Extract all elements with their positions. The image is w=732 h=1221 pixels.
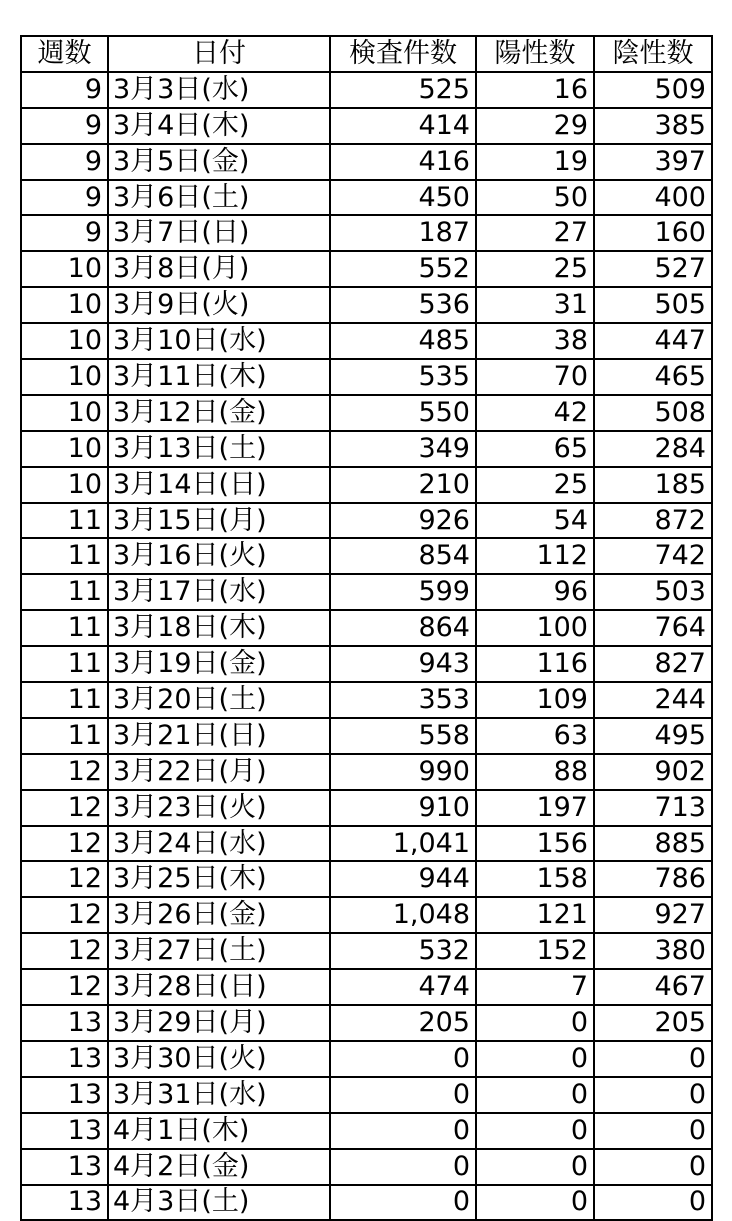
- tests-cell[interactable]: 349: [330, 431, 476, 467]
- negative-cell[interactable]: 764: [594, 610, 712, 646]
- positive-cell[interactable]: 16: [476, 72, 594, 108]
- week-cell[interactable]: 11: [21, 610, 108, 646]
- tests-cell[interactable]: 599: [330, 574, 476, 610]
- week-cell[interactable]: 11: [21, 503, 108, 539]
- date-cell[interactable]: 4月2日(金): [108, 1149, 330, 1185]
- negative-cell[interactable]: 284: [594, 431, 712, 467]
- positive-cell[interactable]: 121: [476, 897, 594, 933]
- positive-cell[interactable]: 27: [476, 215, 594, 251]
- tests-cell[interactable]: 416: [330, 144, 476, 180]
- header-week[interactable]: 週数: [21, 36, 108, 72]
- date-cell[interactable]: 3月17日(水): [108, 574, 330, 610]
- week-cell[interactable]: 9: [21, 108, 108, 144]
- tests-cell[interactable]: 926: [330, 503, 476, 539]
- week-cell[interactable]: 10: [21, 395, 108, 431]
- tests-cell[interactable]: 864: [330, 610, 476, 646]
- negative-cell[interactable]: 205: [594, 1005, 712, 1041]
- date-cell[interactable]: 3月6日(土): [108, 180, 330, 216]
- week-cell[interactable]: 12: [21, 969, 108, 1005]
- date-cell[interactable]: 3月4日(木): [108, 108, 330, 144]
- negative-cell[interactable]: 0: [594, 1149, 712, 1185]
- table-row: [21, 1149, 712, 1185]
- tests-cell[interactable]: 0: [330, 1149, 476, 1185]
- header-negative[interactable]: 陰性数: [594, 36, 712, 72]
- week-cell[interactable]: 12: [21, 826, 108, 862]
- tests-cell[interactable]: 854: [330, 538, 476, 574]
- date-cell[interactable]: 3月11日(木): [108, 359, 330, 395]
- date-cell[interactable]: 3月27日(土): [108, 933, 330, 969]
- tests-cell[interactable]: 558: [330, 718, 476, 754]
- tests-cell[interactable]: 550: [330, 395, 476, 431]
- positive-cell[interactable]: 42: [476, 395, 594, 431]
- table-row: [21, 682, 712, 718]
- negative-cell[interactable]: 503: [594, 574, 712, 610]
- week-cell[interactable]: 9: [21, 144, 108, 180]
- positive-cell[interactable]: 0: [476, 1077, 594, 1113]
- tests-cell[interactable]: 0: [330, 1041, 476, 1077]
- positive-cell[interactable]: 112: [476, 538, 594, 574]
- test-results-table: [20, 35, 713, 1221]
- negative-cell[interactable]: 505: [594, 287, 712, 323]
- table-row: [21, 754, 712, 790]
- week-cell[interactable]: 10: [21, 359, 108, 395]
- tests-cell[interactable]: 1,041: [330, 826, 476, 862]
- date-cell[interactable]: 3月9日(火): [108, 287, 330, 323]
- positive-cell[interactable]: 88: [476, 754, 594, 790]
- table-row: [21, 1005, 712, 1041]
- positive-cell[interactable]: 63: [476, 718, 594, 754]
- week-cell[interactable]: 11: [21, 574, 108, 610]
- week-cell[interactable]: 12: [21, 933, 108, 969]
- tests-cell[interactable]: 474: [330, 969, 476, 1005]
- tests-cell[interactable]: 525: [330, 72, 476, 108]
- tests-cell[interactable]: 532: [330, 933, 476, 969]
- table-row: [21, 969, 712, 1005]
- week-cell[interactable]: 13: [21, 1005, 108, 1041]
- table-row: [21, 215, 712, 251]
- positive-cell[interactable]: 100: [476, 610, 594, 646]
- date-cell[interactable]: 3月20日(土): [108, 682, 330, 718]
- positive-cell[interactable]: 96: [476, 574, 594, 610]
- tests-cell[interactable]: 944: [330, 861, 476, 897]
- negative-cell[interactable]: 927: [594, 897, 712, 933]
- negative-cell[interactable]: 786: [594, 861, 712, 897]
- week-cell[interactable]: 13: [21, 1113, 108, 1149]
- tests-cell[interactable]: 0: [330, 1185, 476, 1221]
- negative-cell[interactable]: 185: [594, 467, 712, 503]
- date-cell[interactable]: 3月28日(日): [108, 969, 330, 1005]
- date-cell[interactable]: 3月29日(月): [108, 1005, 330, 1041]
- date-cell[interactable]: 3月22日(月): [108, 754, 330, 790]
- table-row: [21, 826, 712, 862]
- table-row: [21, 1041, 712, 1077]
- tests-cell[interactable]: 205: [330, 1005, 476, 1041]
- negative-cell[interactable]: 872: [594, 503, 712, 539]
- date-cell[interactable]: 3月30日(火): [108, 1041, 330, 1077]
- week-cell[interactable]: 12: [21, 754, 108, 790]
- week-cell[interactable]: 12: [21, 790, 108, 826]
- table-body: [21, 72, 712, 1221]
- table-row: [21, 1113, 712, 1149]
- positive-cell[interactable]: 25: [476, 251, 594, 287]
- negative-cell[interactable]: 509: [594, 72, 712, 108]
- table-row: [21, 646, 712, 682]
- date-cell[interactable]: 3月24日(水): [108, 826, 330, 862]
- table-row: [21, 1185, 712, 1221]
- table-header: [21, 36, 712, 72]
- table-row: [21, 431, 712, 467]
- date-cell[interactable]: 3月18日(木): [108, 610, 330, 646]
- date-cell[interactable]: 3月25日(木): [108, 861, 330, 897]
- positive-cell[interactable]: 152: [476, 933, 594, 969]
- header-date[interactable]: 日付: [108, 36, 330, 72]
- date-cell[interactable]: 3月10日(水): [108, 323, 330, 359]
- positive-cell[interactable]: 0: [476, 1041, 594, 1077]
- date-cell[interactable]: 3月21日(日): [108, 718, 330, 754]
- positive-cell[interactable]: 25: [476, 467, 594, 503]
- negative-cell[interactable]: 713: [594, 790, 712, 826]
- tests-cell[interactable]: 910: [330, 790, 476, 826]
- negative-cell[interactable]: 380: [594, 933, 712, 969]
- negative-cell[interactable]: 397: [594, 144, 712, 180]
- date-cell[interactable]: 3月26日(金): [108, 897, 330, 933]
- positive-cell[interactable]: 7: [476, 969, 594, 1005]
- table-row: [21, 574, 712, 610]
- date-cell[interactable]: 3月8日(月): [108, 251, 330, 287]
- week-cell[interactable]: 11: [21, 538, 108, 574]
- tests-cell[interactable]: 535: [330, 359, 476, 395]
- table-row: [21, 287, 712, 323]
- positive-cell[interactable]: 19: [476, 144, 594, 180]
- tests-cell[interactable]: 414: [330, 108, 476, 144]
- tests-cell[interactable]: 943: [330, 646, 476, 682]
- negative-cell[interactable]: 160: [594, 215, 712, 251]
- negative-cell[interactable]: 0: [594, 1113, 712, 1149]
- negative-cell[interactable]: 385: [594, 108, 712, 144]
- header-tests[interactable]: 検査件数: [330, 36, 476, 72]
- date-cell[interactable]: 3月7日(日): [108, 215, 330, 251]
- tests-cell[interactable]: 990: [330, 754, 476, 790]
- date-cell[interactable]: 3月15日(月): [108, 503, 330, 539]
- header-positive[interactable]: 陽性数: [476, 36, 594, 72]
- tests-cell[interactable]: 450: [330, 180, 476, 216]
- negative-cell[interactable]: 447: [594, 323, 712, 359]
- week-cell[interactable]: 13: [21, 1185, 108, 1221]
- table-row: [21, 323, 712, 359]
- tests-cell[interactable]: 0: [330, 1077, 476, 1113]
- negative-cell[interactable]: 508: [594, 395, 712, 431]
- date-cell[interactable]: 3月31日(水): [108, 1077, 330, 1113]
- positive-cell[interactable]: 0: [476, 1149, 594, 1185]
- table-row: [21, 897, 712, 933]
- negative-cell[interactable]: 400: [594, 180, 712, 216]
- positive-cell[interactable]: 65: [476, 431, 594, 467]
- date-cell[interactable]: 4月3日(土): [108, 1185, 330, 1221]
- date-cell[interactable]: 3月14日(日): [108, 467, 330, 503]
- week-cell[interactable]: 9: [21, 72, 108, 108]
- tests-cell[interactable]: 353: [330, 682, 476, 718]
- tests-cell[interactable]: 210: [330, 467, 476, 503]
- positive-cell[interactable]: 54: [476, 503, 594, 539]
- negative-cell[interactable]: 465: [594, 359, 712, 395]
- week-cell[interactable]: 13: [21, 1077, 108, 1113]
- table-row: [21, 610, 712, 646]
- week-cell[interactable]: 10: [21, 431, 108, 467]
- positive-cell[interactable]: 197: [476, 790, 594, 826]
- tests-cell[interactable]: 187: [330, 215, 476, 251]
- table-row: [21, 538, 712, 574]
- positive-cell[interactable]: 116: [476, 646, 594, 682]
- date-cell[interactable]: 3月23日(火): [108, 790, 330, 826]
- week-cell[interactable]: 10: [21, 287, 108, 323]
- negative-cell[interactable]: 467: [594, 969, 712, 1005]
- negative-cell[interactable]: 742: [594, 538, 712, 574]
- table-row: [21, 359, 712, 395]
- table-row: [21, 72, 712, 108]
- tests-cell[interactable]: 485: [330, 323, 476, 359]
- date-cell[interactable]: 3月12日(金): [108, 395, 330, 431]
- table-row: [21, 861, 712, 897]
- positive-cell[interactable]: 109: [476, 682, 594, 718]
- positive-cell[interactable]: 0: [476, 1005, 594, 1041]
- date-cell[interactable]: 3月16日(火): [108, 538, 330, 574]
- header-row: [21, 36, 712, 72]
- table-row: [21, 718, 712, 754]
- week-cell[interactable]: 13: [21, 1041, 108, 1077]
- date-cell[interactable]: 3月3日(水): [108, 72, 330, 108]
- positive-cell[interactable]: 70: [476, 359, 594, 395]
- week-cell[interactable]: 12: [21, 861, 108, 897]
- positive-cell[interactable]: 38: [476, 323, 594, 359]
- table-row: [21, 790, 712, 826]
- negative-cell[interactable]: 902: [594, 754, 712, 790]
- week-cell[interactable]: 11: [21, 646, 108, 682]
- date-cell[interactable]: 3月5日(金): [108, 144, 330, 180]
- table-row: [21, 144, 712, 180]
- negative-cell[interactable]: 527: [594, 251, 712, 287]
- table-row: [21, 503, 712, 539]
- date-cell[interactable]: 3月13日(土): [108, 431, 330, 467]
- negative-cell[interactable]: 827: [594, 646, 712, 682]
- week-cell[interactable]: 10: [21, 467, 108, 503]
- negative-cell[interactable]: 495: [594, 718, 712, 754]
- positive-cell[interactable]: 0: [476, 1113, 594, 1149]
- tests-cell[interactable]: 1,048: [330, 897, 476, 933]
- positive-cell[interactable]: 156: [476, 826, 594, 862]
- week-cell[interactable]: 11: [21, 682, 108, 718]
- positive-cell[interactable]: 31: [476, 287, 594, 323]
- positive-cell[interactable]: 29: [476, 108, 594, 144]
- negative-cell[interactable]: 244: [594, 682, 712, 718]
- week-cell[interactable]: 9: [21, 180, 108, 216]
- negative-cell[interactable]: 0: [594, 1077, 712, 1113]
- tests-cell[interactable]: 0: [330, 1113, 476, 1149]
- negative-cell[interactable]: 0: [594, 1041, 712, 1077]
- week-cell[interactable]: 13: [21, 1149, 108, 1185]
- negative-cell[interactable]: 0: [594, 1185, 712, 1221]
- positive-cell[interactable]: 158: [476, 861, 594, 897]
- date-cell[interactable]: 4月1日(木): [108, 1113, 330, 1149]
- table-row: [21, 1077, 712, 1113]
- positive-cell[interactable]: 50: [476, 180, 594, 216]
- week-cell[interactable]: 9: [21, 215, 108, 251]
- date-cell[interactable]: 3月19日(金): [108, 646, 330, 682]
- table-row: [21, 251, 712, 287]
- week-cell[interactable]: 10: [21, 251, 108, 287]
- tests-cell[interactable]: 536: [330, 287, 476, 323]
- week-cell[interactable]: 11: [21, 718, 108, 754]
- positive-cell[interactable]: 0: [476, 1185, 594, 1221]
- table-row: [21, 180, 712, 216]
- table-row: [21, 467, 712, 503]
- week-cell[interactable]: 12: [21, 897, 108, 933]
- tests-cell[interactable]: 552: [330, 251, 476, 287]
- table-row: [21, 395, 712, 431]
- week-cell[interactable]: 10: [21, 323, 108, 359]
- table-row: [21, 108, 712, 144]
- table-row: [21, 933, 712, 969]
- negative-cell[interactable]: 885: [594, 826, 712, 862]
